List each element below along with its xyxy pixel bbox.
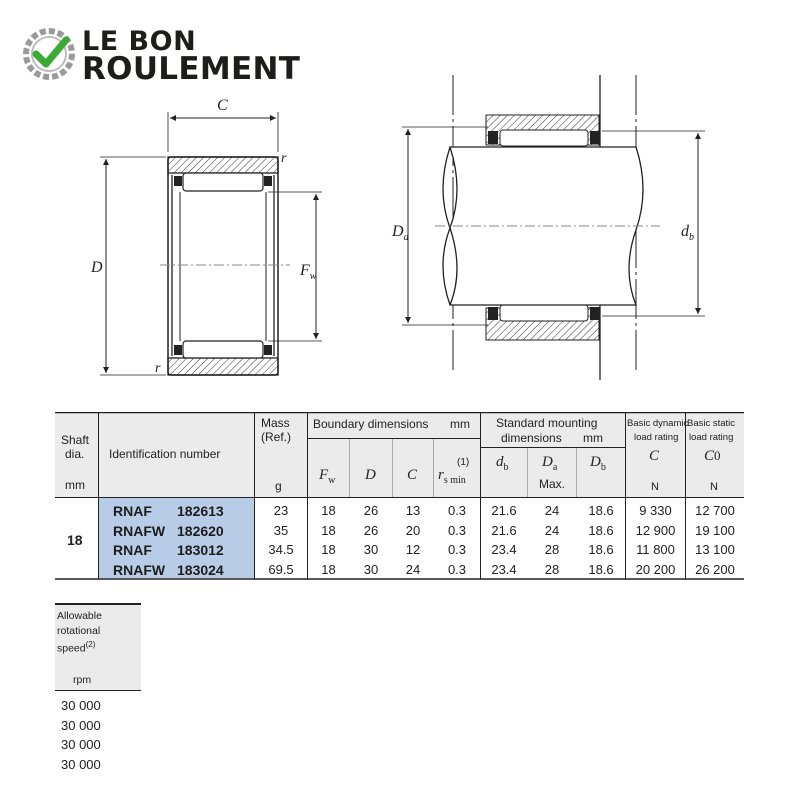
cell-c: 24 [405,561,421,577]
hdr-da-max: Max. [539,477,566,491]
hdr-d: D [365,467,376,483]
cell-cdyn: 20 200 [635,561,676,577]
hdr-mass2: (Ref.) [261,430,291,444]
cell-da: 24 [544,522,560,538]
speed-value: 30 000 [61,756,101,772]
hdr-c: C [407,467,418,483]
speed-label3: speed$^{(2)}$ [57,640,96,655]
hdr-dyn-unit: N [651,481,659,493]
cell-db: 23.4 [491,542,517,557]
row-id-prefix: RNAF [113,542,152,558]
speed-value: 30 000 [61,717,101,733]
hdr-rs-note: (1) [457,457,470,468]
hdr-dyn1: Basic dynamic [627,418,689,429]
cell-cdyn: 9 330 [639,503,672,518]
hdr-Db: $D_b$ [590,454,606,473]
hdr-stat-sym: C0 [704,448,721,464]
row-id-number: 183024 [177,561,224,578]
cell-db: 18.6 [588,561,614,577]
cell-da: 28 [544,542,560,557]
cell-c: 20 [405,522,421,538]
hdr-boundary-unit: mm [450,417,470,431]
hdr-mass: Mass [261,416,290,430]
cell-rs: 0.3 [447,503,467,518]
cell-c0: 12 700 [695,503,735,518]
cell-fw: 18 [321,503,336,518]
row-id-prefix: RNAFW [113,522,166,539]
cell-mass: 34.5 [268,542,294,557]
hdr-mass-unit: g [275,479,282,493]
speed-value: 30 000 [61,737,101,752]
speed-value: 30 000 [61,698,101,713]
hdr-db: $d_b$ [496,454,509,473]
speed-header [55,603,141,691]
cell-rs: 0.3 [447,542,467,557]
hdr-shaft2: dia. [65,447,85,461]
dim-r-top: r [281,151,287,166]
cell-db: 18.6 [588,542,614,557]
cell-db: 21.6 [491,503,517,518]
speed-unit: rpm [73,674,92,686]
left-bearing-view [90,97,322,376]
right-mounting-view [391,75,705,380]
hdr-boundary: Boundary dimensions [313,417,429,431]
hdr-shaft-unit: mm [65,478,85,492]
cell-cdyn: 11 800 [636,542,675,557]
cell-db: 21.6 [491,522,517,538]
speed-label1: Allowable [57,610,102,622]
row-id-number: 183012 [177,542,224,558]
hdr-stat1: Basic static [687,418,736,429]
cell-d: 26 [363,503,379,518]
logo-line1: LE BON [82,26,197,57]
cell-d: 30 [363,561,379,577]
row-id-prefix: RNAFW [113,561,166,578]
speed-label2: rotational [57,625,101,637]
hdr-standard2: dimensions [501,431,562,445]
shaft-value: 18 [67,532,83,548]
cell-fw: 18 [321,522,336,538]
cell-c0: 26 200 [695,561,735,577]
cell-rs: 0.3 [447,522,467,538]
cell-d: 26 [363,522,379,538]
logo-line2: ROULEMENT [82,51,301,87]
cell-db: 23.4 [491,561,517,577]
row-id-number: 182620 [177,522,224,539]
cell-c0: 19 100 [695,522,735,538]
hdr-da: $D_a$ [542,454,558,473]
cell-da: 28 [544,561,560,577]
cell-rs: 0.3 [447,561,467,577]
cell-fw: 18 [321,561,336,577]
dim-c-label: C [217,97,228,114]
cell-db: 18.6 [588,522,614,538]
cell-c: 12 [405,542,421,557]
hdr-dyn-sym: C [649,448,660,464]
cell-db: 18.6 [588,503,614,518]
hdr-shaft: Shaft [61,433,90,447]
cell-mass: 35 [273,522,289,538]
cell-c: 13 [405,503,421,518]
cell-d: 30 [363,542,379,557]
hdr-standard: Standard mounting [496,416,598,430]
dim-d-label: D [91,259,103,276]
cell-fw: 18 [321,542,336,557]
cell-cdyn: 12 900 [635,522,676,538]
dim-da-label: $D_a$ [392,223,409,243]
specs-table [55,412,744,580]
cell-mass: 69.5 [268,561,294,577]
cell-mass: 23 [273,503,289,518]
hdr-stat-unit: N [710,481,718,493]
hdr-fw: $F_w$ [319,467,336,486]
row-id-prefix: RNAF [113,503,152,519]
hdr-ident: Identification number [109,447,221,461]
hdr-dyn2: load rating [634,432,679,443]
cell-da: 24 [544,503,560,518]
row-id-number: 182613 [177,503,224,519]
hdr-standard-unit: mm [583,431,603,445]
cell-c0: 13 100 [695,542,735,557]
hdr-stat2: load rating [689,432,734,443]
dim-db-label: $d_b$ [681,223,694,243]
hdr-rs: $r_{s min}$ [438,467,466,486]
dim-r-bottom: r [155,361,161,376]
dim-fw-label: $F_w$ [300,262,317,282]
